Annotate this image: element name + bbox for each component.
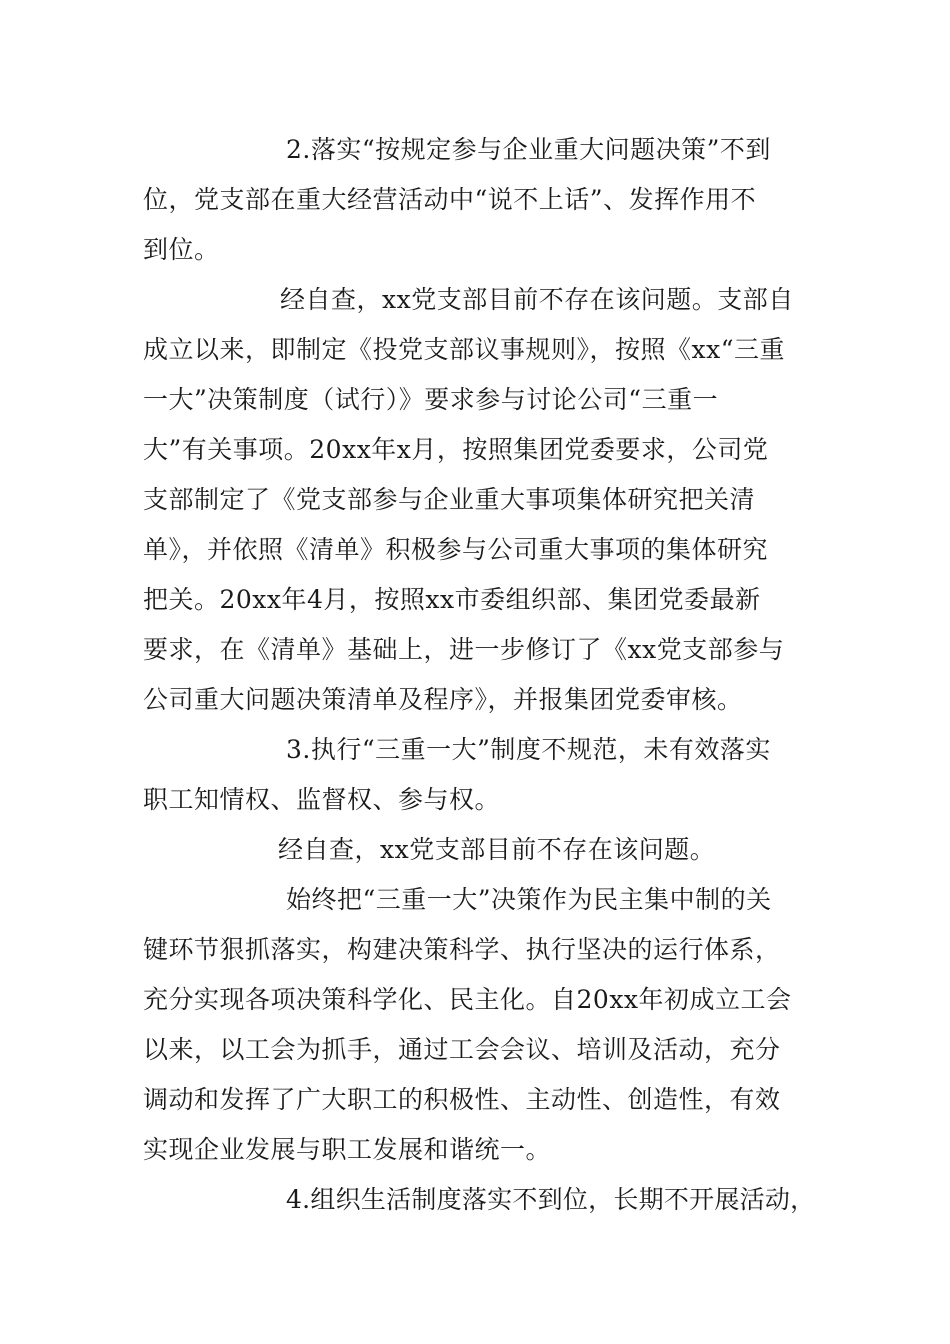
text-line: 键环节狠抓落实，构建决策科学、执行坚决的运行体系， — [143, 935, 781, 964]
text-line: 4.组织生活制度落实不到位，长期不开展活动， — [286, 1185, 816, 1214]
text-line: 大”有关事项。20xx年x月，按照集团党委要求，公司党 — [143, 435, 769, 464]
text-line: 职工知情权、监督权、参与权。 — [143, 785, 501, 814]
text-line: 3.执行“三重一大”制度不规范，未有效落实 — [286, 735, 771, 764]
text-line: 位，党支部在重大经营活动中“说不上话”、发挥作用不 — [143, 185, 757, 214]
text-line: 一大”决策制度（试行）》要求参与讨论公司“三重一 — [143, 385, 719, 414]
text-line: 公司重大问题决策清单及程序》，并报集团党委审核。 — [143, 685, 743, 714]
text-line: 始终把“三重一大”决策作为民主集中制的关 — [286, 885, 772, 914]
text-line: 支部制定了《党支部参与企业重大事项集体研究把关清 — [143, 485, 756, 514]
text-line: 把关。20xx年4月，按照xx市委组织部、集团党委最新 — [143, 585, 761, 614]
text-line: 单》，并依照《清单》积极参与公司重大事项的集体研究 — [143, 535, 769, 564]
text-line: 充分实现各项决策科学化、民主化。自20xx年初成立工会 — [143, 985, 792, 1014]
text-line: 以来，以工会为抓手，通过工会会议、培训及活动，充分 — [143, 1035, 781, 1064]
text-line: 2.落实“按规定参与企业重大问题决策”不到 — [286, 135, 771, 164]
text-line: 经自查，xx党支部目前不存在该问题。支部自 — [280, 285, 794, 314]
text-line: 实现企业发展与职工发展和谐统一。 — [143, 1135, 552, 1164]
text-line: 到位。 — [143, 235, 220, 264]
text-line: 经自查，xx党支部目前不存在该问题。 — [278, 835, 716, 864]
text-line: 调动和发挥了广大职工的积极性、主动性、创造性，有效 — [143, 1085, 781, 1114]
text-line: 要求，在《清单》基础上，进一步修订了《xx党支部参与 — [143, 635, 785, 664]
text-line: 成立以来，即制定《投党支部议事规则》，按照《xx“三重 — [143, 335, 785, 364]
